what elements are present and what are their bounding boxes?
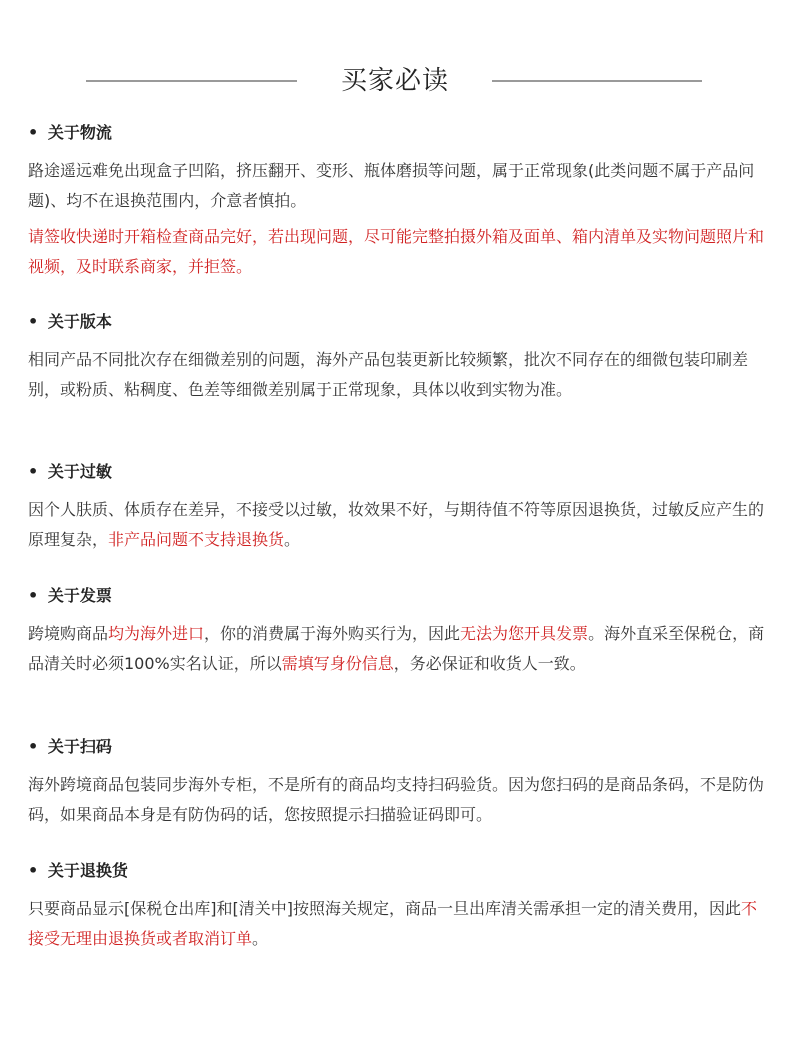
returns-text: 只要商品显示[保税仓出库]和[清关中]按照海关规定，商品一旦出库清关需承担一定的清关费用，因此 xyxy=(28,899,741,918)
section-heading-logistics xyxy=(28,122,770,144)
bullet-icon: • xyxy=(28,312,39,331)
section-heading-scan xyxy=(28,736,770,758)
scan-body: 海外跨境商品包装同步海外专柜，不是所有的商品均支持扫码验货。因为您扫码的是商品条码，不是防伪码，如果商品本身是有防伪码的话，您按照提示扫描验证码即可。 xyxy=(28,775,765,824)
section-version xyxy=(28,311,770,405)
allergy-red-text: 非产品问题不支持退换货 xyxy=(108,530,285,549)
invoice-text-1: 跨境购商品 xyxy=(28,624,109,643)
heading-text: 关于物流 xyxy=(47,123,112,142)
section-scan xyxy=(28,736,770,830)
invoice-red-3: 需填写身份信息 xyxy=(281,654,394,673)
allergy-body xyxy=(28,495,770,555)
heading-text: 关于退换货 xyxy=(47,861,128,880)
title-divider-right xyxy=(492,80,702,82)
invoice-text-3: 。海外直采至保税仓，商品清关时必须100%实名认证，所以 xyxy=(28,624,765,673)
returns-end: 。 xyxy=(252,929,269,948)
section-returns xyxy=(28,860,770,954)
heading-text: 关于过敏 xyxy=(47,462,112,481)
bullet-icon: • xyxy=(28,462,39,481)
invoice-red-2: 无法为您开具发票 xyxy=(460,624,589,643)
allergy-text: 因个人肤质、体质存在差异，不接受以过敏，妆效果不好，与期待值不符等原因退换货，过敏反应产生的原理复杂， xyxy=(28,500,765,549)
section-allergy xyxy=(28,461,770,555)
invoice-text-4: ，务必保证和收货人一致。 xyxy=(393,654,586,673)
section-heading-version xyxy=(28,311,770,333)
heading-text: 关于版本 xyxy=(47,312,112,331)
invoice-body xyxy=(28,619,770,679)
logistics-body: 路途遥远难免出现盒子凹陷，挤压翻开、变形、瓶体磨损等问题，属于正常现象(此类问题不属于产品问题)、均不在退换范围内，介意者慎拍。 xyxy=(28,161,755,210)
bullet-icon: • xyxy=(28,123,39,142)
bullet-icon: • xyxy=(28,861,39,880)
logistics-notice: 请签收快递时开箱检查商品完好，若出现问题，尽可能完整拍摄外箱及面单、箱内清单及实物问题照片和视频，及时联系商家，并拒签。 xyxy=(28,227,765,276)
heading-text: 关于发票 xyxy=(47,586,112,605)
page-title: 买家必读 xyxy=(340,66,449,96)
section-heading-allergy xyxy=(28,461,770,483)
bullet-icon: • xyxy=(28,586,39,605)
section-logistics xyxy=(28,122,770,282)
section-invoice xyxy=(28,585,770,679)
returns-red-text: 不接受无理由退换货或者取消订单 xyxy=(28,899,757,948)
returns-body xyxy=(28,894,770,954)
allergy-end: 。 xyxy=(284,530,301,549)
version-body: 相同产品不同批次存在细微差别的问题，海外产品包装更新比较频繁，批次不同存在的细微包装印刷差别，或粉质、粘稠度、色差等细微差别属于正常现象，具体以收到实物为准。 xyxy=(28,350,749,399)
title-row xyxy=(0,58,790,104)
section-heading-invoice xyxy=(28,585,770,607)
heading-text: 关于扫码 xyxy=(47,737,112,756)
section-heading-returns xyxy=(28,860,770,882)
bullet-icon: • xyxy=(28,737,39,756)
invoice-text-2: ，你的消费属于海外购买行为，因此 xyxy=(204,624,461,643)
invoice-red-1: 均为海外进口 xyxy=(108,624,205,643)
